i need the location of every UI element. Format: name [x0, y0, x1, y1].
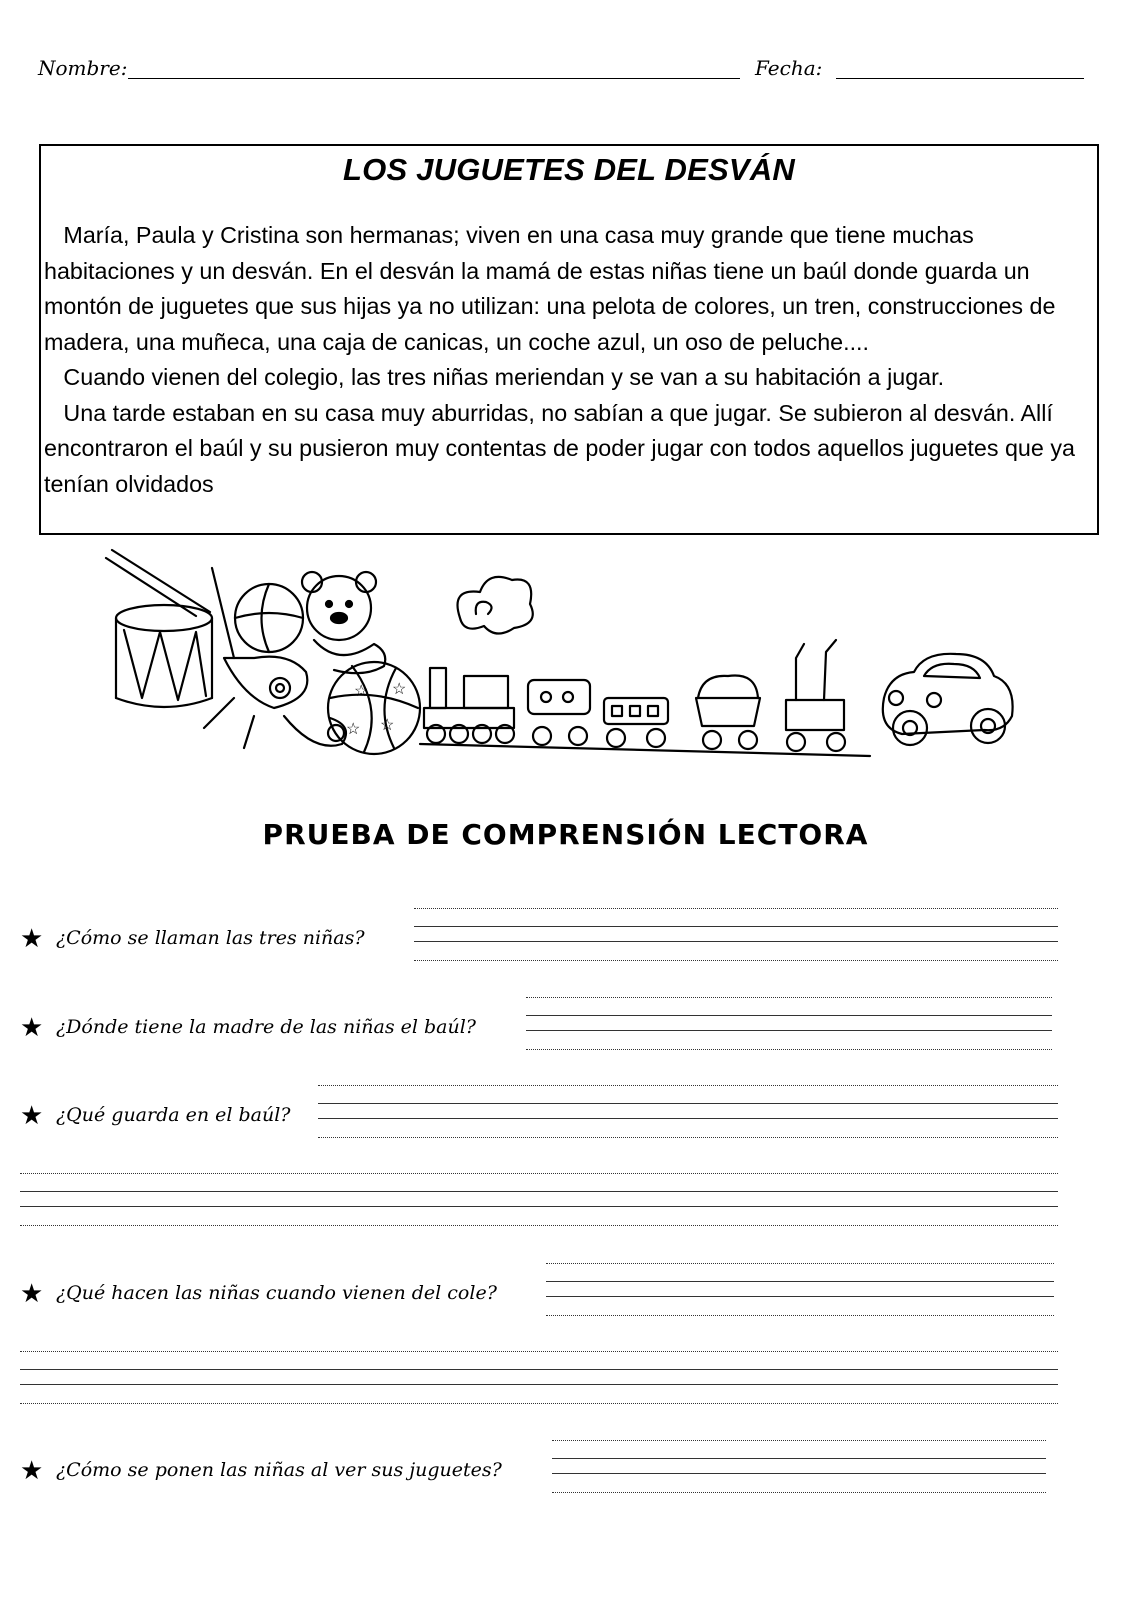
- star-icon: ★: [20, 1278, 44, 1308]
- date-label: Fecha:: [755, 56, 823, 80]
- story-box: [39, 144, 1099, 535]
- question-2: ¿Dónde tiene la madre de las niñas el baúl?: [56, 1016, 476, 1038]
- name-field-line[interactable]: [128, 78, 740, 79]
- question-3: ¿Qué guarda en el baúl?: [56, 1104, 291, 1126]
- answer-lines-5[interactable]: [552, 1440, 1046, 1500]
- story-paragraph: Cuando vienen del colegio, las tres niñas meriendan y se van a su habitación a jugar.: [44, 364, 945, 390]
- name-label: Nombre:: [38, 56, 128, 80]
- answer-lines-2[interactable]: [526, 997, 1052, 1057]
- question-1: ¿Cómo se llaman las tres niñas?: [56, 927, 365, 949]
- ball-icon: [328, 662, 420, 754]
- star-icon: ★: [20, 1100, 44, 1130]
- train-icon: [420, 577, 870, 756]
- svg-text:☆: ☆: [346, 721, 361, 738]
- beach-ball-icon: [235, 584, 303, 652]
- teddy-bear-icon: [302, 572, 385, 673]
- car-icon: [883, 654, 1013, 745]
- question-5: ¿Cómo se ponen las niñas al ver sus juguetes?: [56, 1459, 502, 1481]
- star-icon: ★: [20, 923, 44, 953]
- plane-icon: [204, 568, 346, 748]
- star-icon: ★: [20, 1012, 44, 1042]
- story-text: [44, 218, 1093, 502]
- drum-icon: [106, 550, 212, 707]
- answer-lines-1[interactable]: [414, 908, 1058, 968]
- svg-text:☆: ☆: [380, 717, 395, 734]
- date-field-line[interactable]: [836, 78, 1084, 79]
- question-4: ¿Qué hacen las niñas cuando vienen del cole?: [56, 1282, 497, 1304]
- story-paragraph: Una tarde estaban en su casa muy aburridas, no sabían a que jugar. Se subieron al desván. Allí encontraron el baúl y su pusieron muy contentas de poder jugar con todos aquellos juguetes que ya tenían olvidados: [44, 399, 1082, 497]
- answer-lines-3-extra[interactable]: [20, 1173, 1058, 1233]
- toys-illustration: [84, 548, 1044, 788]
- answer-lines-4[interactable]: [546, 1263, 1054, 1323]
- test-title: PRUEBA DE COMPRENSIÓN LECTORA: [262, 818, 869, 851]
- svg-text:☆: ☆: [354, 683, 369, 700]
- story-paragraph: María, Paula y Cristina son hermanas; viven en una casa muy grande que tiene muchas habitaciones y un desván. En el desván la mamá de estas niñas tiene un baúl donde guarda un montón de juguetes que sus hijas ya no utilizan: una pelota de colores, un tren, construcciones de madera, una muñeca, una caja de canicas, un coche azul, un oso de peluche....: [44, 222, 1062, 355]
- answer-lines-3[interactable]: [318, 1085, 1058, 1145]
- answer-lines-4-extra[interactable]: [20, 1351, 1058, 1411]
- star-icon: ★: [20, 1455, 44, 1485]
- story-title: LOS JUGUETES DEL DESVÁN: [343, 152, 795, 187]
- svg-text:☆: ☆: [392, 681, 407, 698]
